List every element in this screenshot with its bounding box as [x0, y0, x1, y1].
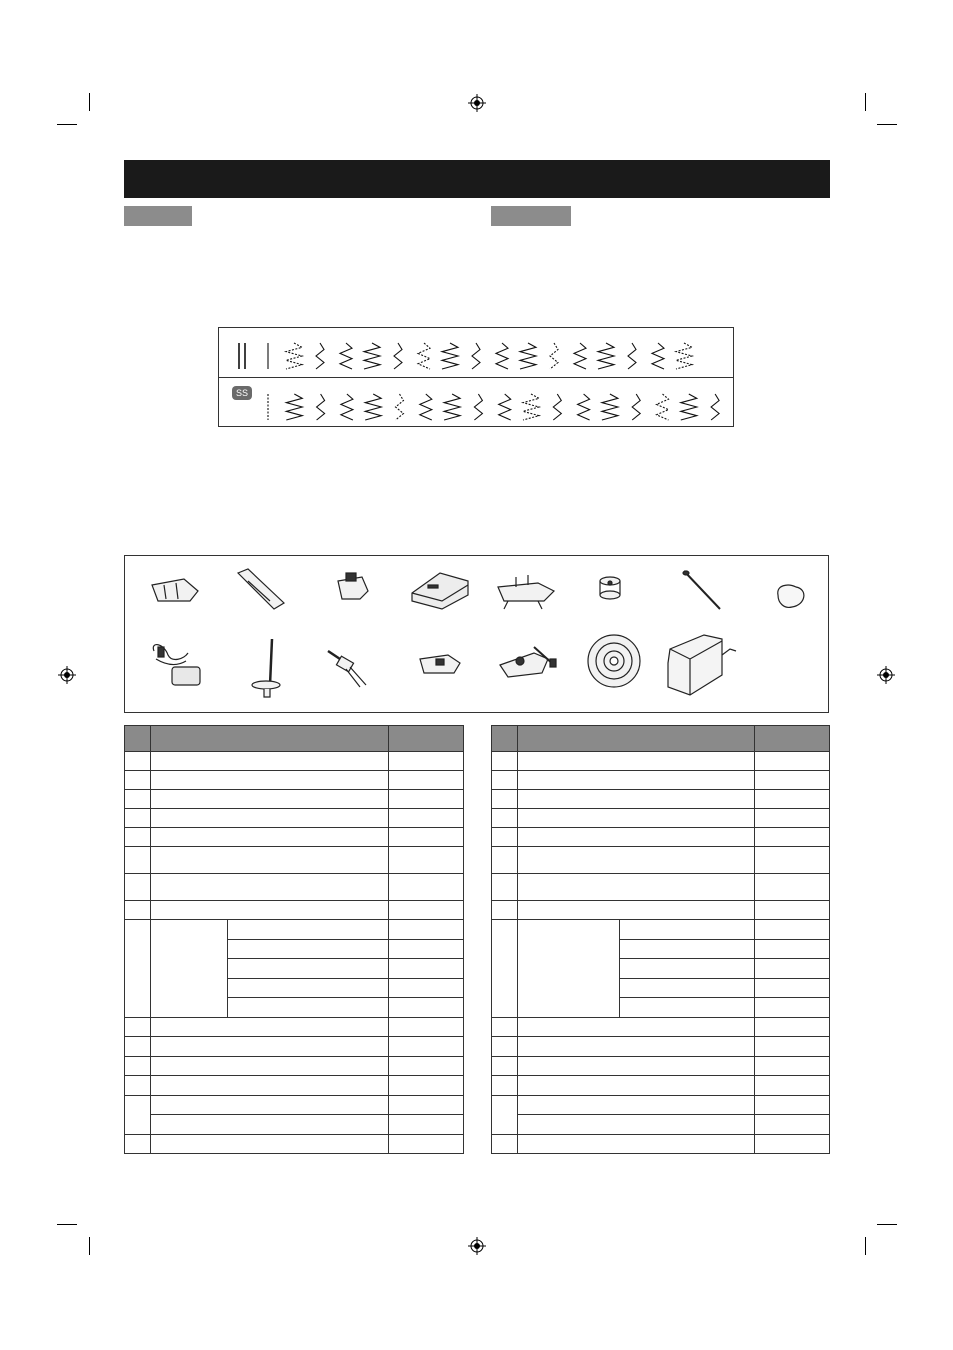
registration-mark-icon	[468, 1237, 486, 1255]
row-part-cell	[151, 790, 389, 809]
row-code-cell	[755, 828, 830, 847]
row-no-cell	[492, 901, 518, 920]
group-code-cell	[755, 998, 830, 1018]
table-row	[492, 809, 830, 828]
spool-cap-icon	[778, 585, 804, 607]
stitch-pattern-glyph	[396, 394, 404, 420]
crop-mark	[865, 93, 866, 111]
group-code-cell	[755, 978, 830, 998]
registration-mark-icon	[468, 94, 486, 112]
row-no-cell	[125, 771, 151, 790]
table-row	[125, 901, 464, 920]
stitch-pattern-glyph	[632, 394, 640, 420]
row-code-cell	[755, 1095, 830, 1115]
row-part-cell	[151, 1134, 389, 1154]
row-part-cell	[518, 828, 755, 847]
row-code-cell	[389, 752, 464, 771]
table-row	[125, 1076, 464, 1096]
extension-table-icon	[412, 573, 468, 609]
group-item-cell	[620, 998, 755, 1018]
table-row	[492, 771, 830, 790]
group-item-cell	[228, 978, 389, 998]
blindstitch-foot-icon	[498, 575, 554, 609]
row-code-cell	[389, 1134, 464, 1154]
table-row	[125, 771, 464, 790]
row-code-cell	[389, 1017, 464, 1037]
table-row	[125, 809, 464, 828]
group-item-cell	[228, 959, 389, 979]
row-part-cell	[151, 771, 389, 790]
header-no-cell	[125, 726, 151, 752]
row-no-cell	[125, 1134, 151, 1154]
row-no-cell	[125, 874, 151, 901]
row-code-cell	[389, 790, 464, 809]
row-code-cell	[755, 790, 830, 809]
stitch-pattern-glyph	[602, 394, 618, 420]
row-part-cell	[518, 1037, 755, 1057]
table-row	[125, 1056, 464, 1076]
row-part-cell	[151, 1095, 389, 1115]
row-no-cell	[492, 1095, 518, 1134]
row-part-cell	[518, 1134, 755, 1154]
stitch-pattern-glyph	[652, 343, 664, 369]
needle-icon	[683, 571, 720, 609]
stitch-pattern-glyph	[574, 343, 586, 369]
stitch-pattern-glyph	[711, 394, 719, 420]
group-code-cell	[755, 939, 830, 959]
stitch-pattern-glyph	[472, 343, 480, 369]
foot-controller-icon	[153, 645, 200, 685]
row-code-cell	[389, 901, 464, 920]
row-code-cell	[389, 1076, 464, 1096]
stitch-pattern-glyph	[316, 343, 324, 369]
row-no-cell	[125, 1017, 151, 1037]
row-no-cell	[492, 828, 518, 847]
table-row	[125, 1134, 464, 1154]
group-item-cell	[228, 939, 389, 959]
twin-needle-icon	[328, 651, 366, 687]
table-row	[492, 1095, 830, 1115]
row-no-cell	[125, 1095, 151, 1134]
header-part-cell	[151, 726, 389, 752]
crop-mark	[57, 124, 77, 125]
group-code-cell	[755, 959, 830, 979]
group-code-cell	[389, 939, 464, 959]
stitch-pattern-glyph	[420, 394, 432, 420]
row-no-cell	[492, 1037, 518, 1057]
stitch-pattern-glyph	[418, 343, 430, 369]
overcasting-foot-icon	[420, 655, 460, 673]
table-row	[492, 1017, 830, 1037]
row-code-cell	[755, 847, 830, 874]
row-no-cell	[125, 1037, 151, 1057]
row-no-cell	[492, 1017, 518, 1037]
row-part-cell	[518, 752, 755, 771]
group-item-cell	[620, 978, 755, 998]
row-part-cell	[518, 1115, 755, 1135]
stitch-pattern-glyph	[657, 394, 669, 420]
parts-table-left	[124, 725, 464, 1154]
crop-mark	[865, 1237, 866, 1255]
group-item-cell	[620, 920, 755, 940]
page-title-bar	[124, 160, 830, 198]
crop-mark	[877, 1224, 897, 1225]
table-header-row	[492, 726, 830, 752]
stitch-pattern-glyph	[520, 343, 536, 369]
row-part-cell	[151, 1017, 389, 1037]
row-part-cell	[518, 771, 755, 790]
ss-badge: SS	[232, 386, 252, 400]
table-row	[125, 1017, 464, 1037]
group-code-cell	[389, 959, 464, 979]
zipper-foot-icon	[338, 573, 368, 599]
parts-table-right	[491, 725, 830, 1154]
zigzag-foot-icon	[152, 579, 198, 601]
row-no-cell	[492, 847, 518, 874]
stitch-pattern-glyph	[523, 394, 539, 420]
row-part-cell	[151, 828, 389, 847]
table-row	[492, 1037, 830, 1057]
row-no-cell	[125, 828, 151, 847]
group-label-cell	[518, 920, 620, 1018]
row-code-cell	[389, 809, 464, 828]
registration-mark-icon	[877, 666, 895, 684]
row-part-cell	[518, 1095, 755, 1115]
row-code-cell	[755, 752, 830, 771]
row-no-cell	[492, 1134, 518, 1154]
right-section-tab	[491, 206, 571, 226]
row-code-cell	[755, 771, 830, 790]
row-part-cell	[151, 901, 389, 920]
stitch-pattern-glyph	[681, 394, 697, 420]
group-code-cell	[389, 998, 464, 1018]
group-item-cell	[228, 998, 389, 1018]
row-part-cell	[518, 874, 755, 901]
row-part-cell	[151, 1037, 389, 1057]
group-label-cell	[151, 920, 228, 1018]
stitch-pattern-glyph	[444, 394, 460, 420]
stitch-pattern-glyph	[340, 343, 352, 369]
row-no-cell	[492, 874, 518, 901]
row-no-cell	[125, 901, 151, 920]
table-row	[125, 1115, 464, 1135]
row-code-cell	[389, 828, 464, 847]
header-code-cell	[389, 726, 464, 752]
row-no-cell	[492, 1076, 518, 1096]
table-row	[492, 752, 830, 771]
row-code-cell	[389, 1037, 464, 1057]
table-row	[492, 874, 830, 901]
accessories-illustration	[124, 555, 829, 713]
spool-pin-icon	[252, 639, 280, 697]
row-part-cell	[151, 874, 389, 901]
group-item-cell	[620, 959, 755, 979]
table-row	[125, 874, 464, 901]
stitch-pattern-glyph	[239, 343, 245, 369]
row-code-cell	[389, 771, 464, 790]
table-row	[125, 790, 464, 809]
stitch-pattern-glyph	[676, 343, 692, 369]
group-item-cell	[620, 939, 755, 959]
table-row	[125, 752, 464, 771]
row-no-cell	[492, 752, 518, 771]
header-part-cell	[518, 726, 755, 752]
row-code-cell	[755, 809, 830, 828]
table-header-row	[125, 726, 464, 752]
group-code-cell	[389, 978, 464, 998]
row-code-cell	[755, 1115, 830, 1135]
table-row	[492, 901, 830, 920]
row-part-cell	[151, 752, 389, 771]
row-code-cell	[389, 1056, 464, 1076]
group-code-cell	[755, 920, 830, 940]
row-code-cell	[755, 1056, 830, 1076]
left-section-tab	[124, 206, 192, 226]
row-part-cell	[151, 1056, 389, 1076]
row-part-cell	[151, 1076, 389, 1096]
row-no-cell	[125, 847, 151, 874]
table-group-row	[492, 920, 830, 940]
crop-mark	[89, 1237, 90, 1255]
row-part-cell	[518, 1056, 755, 1076]
stitch-pattern-glyph	[317, 394, 325, 420]
row-code-cell	[389, 847, 464, 874]
stitch-pattern-glyph	[496, 343, 508, 369]
stitch-pattern-glyph	[598, 343, 614, 369]
row-code-cell	[755, 874, 830, 901]
stitch-pattern-glyph	[286, 394, 302, 420]
row-no-cell	[125, 752, 151, 771]
stitch-pattern-glyph	[499, 394, 511, 420]
stitch-pattern-glyph	[628, 343, 636, 369]
row-code-cell	[755, 1037, 830, 1057]
crop-mark	[57, 1224, 77, 1225]
cd-rom-icon	[588, 635, 640, 687]
registration-mark-icon	[58, 666, 76, 684]
row-part-cell	[518, 790, 755, 809]
row-code-cell	[389, 1115, 464, 1135]
row-no-cell	[492, 771, 518, 790]
crop-mark	[877, 124, 897, 125]
stitch-pattern-glyph	[550, 343, 558, 369]
stitch-pattern-glyph	[364, 343, 380, 369]
row-part-cell	[518, 847, 755, 874]
row-code-cell	[389, 1095, 464, 1115]
group-code-cell	[389, 920, 464, 940]
row-no-cell	[125, 809, 151, 828]
table-group-row	[125, 920, 464, 940]
row-code-cell	[755, 901, 830, 920]
table-row	[125, 847, 464, 874]
stitch-pattern-glyph	[474, 394, 482, 420]
walking-foot-icon	[500, 647, 556, 677]
stitch-pattern-glyph	[341, 394, 353, 420]
row-no-cell	[125, 790, 151, 809]
bobbin-icon	[600, 577, 620, 599]
group-item-cell	[228, 920, 389, 940]
row-part-cell	[518, 1017, 755, 1037]
table-row	[492, 828, 830, 847]
table-row	[492, 1076, 830, 1096]
row-no-cell	[125, 1076, 151, 1096]
row-part-cell	[151, 847, 389, 874]
row-part-cell	[518, 1076, 755, 1096]
row-no-cell	[125, 1056, 151, 1076]
stitch-pattern-glyph	[553, 394, 561, 420]
table-row	[125, 1095, 464, 1115]
row-part-cell	[151, 809, 389, 828]
table-row	[492, 790, 830, 809]
stitch-patterns	[218, 327, 734, 427]
header-no-cell	[492, 726, 518, 752]
stitch-pattern-glyph	[442, 343, 458, 369]
row-part-cell	[151, 1115, 389, 1135]
row-code-cell	[755, 1076, 830, 1096]
table-row	[492, 1134, 830, 1154]
table-row	[492, 1115, 830, 1135]
table-row	[492, 847, 830, 874]
buttonhole-foot-icon	[238, 569, 284, 609]
row-no-cell	[492, 790, 518, 809]
row-code-cell	[389, 874, 464, 901]
row-no-cell	[492, 809, 518, 828]
row-part-cell	[518, 809, 755, 828]
table-row	[492, 1056, 830, 1076]
stitch-pattern-glyph	[394, 343, 402, 369]
group-no-cell	[125, 920, 151, 1018]
crop-mark	[89, 93, 90, 111]
table-row	[125, 828, 464, 847]
row-code-cell	[755, 1134, 830, 1154]
stitch-pattern-glyph	[365, 394, 381, 420]
row-code-cell	[755, 1017, 830, 1037]
group-no-cell	[492, 920, 518, 1018]
row-part-cell	[518, 901, 755, 920]
stitch-pattern-glyph	[286, 343, 302, 369]
dust-cover-icon	[668, 635, 736, 695]
header-code-cell	[755, 726, 830, 752]
table-row	[125, 1037, 464, 1057]
row-no-cell	[492, 1056, 518, 1076]
stitch-pattern-glyph	[578, 394, 590, 420]
